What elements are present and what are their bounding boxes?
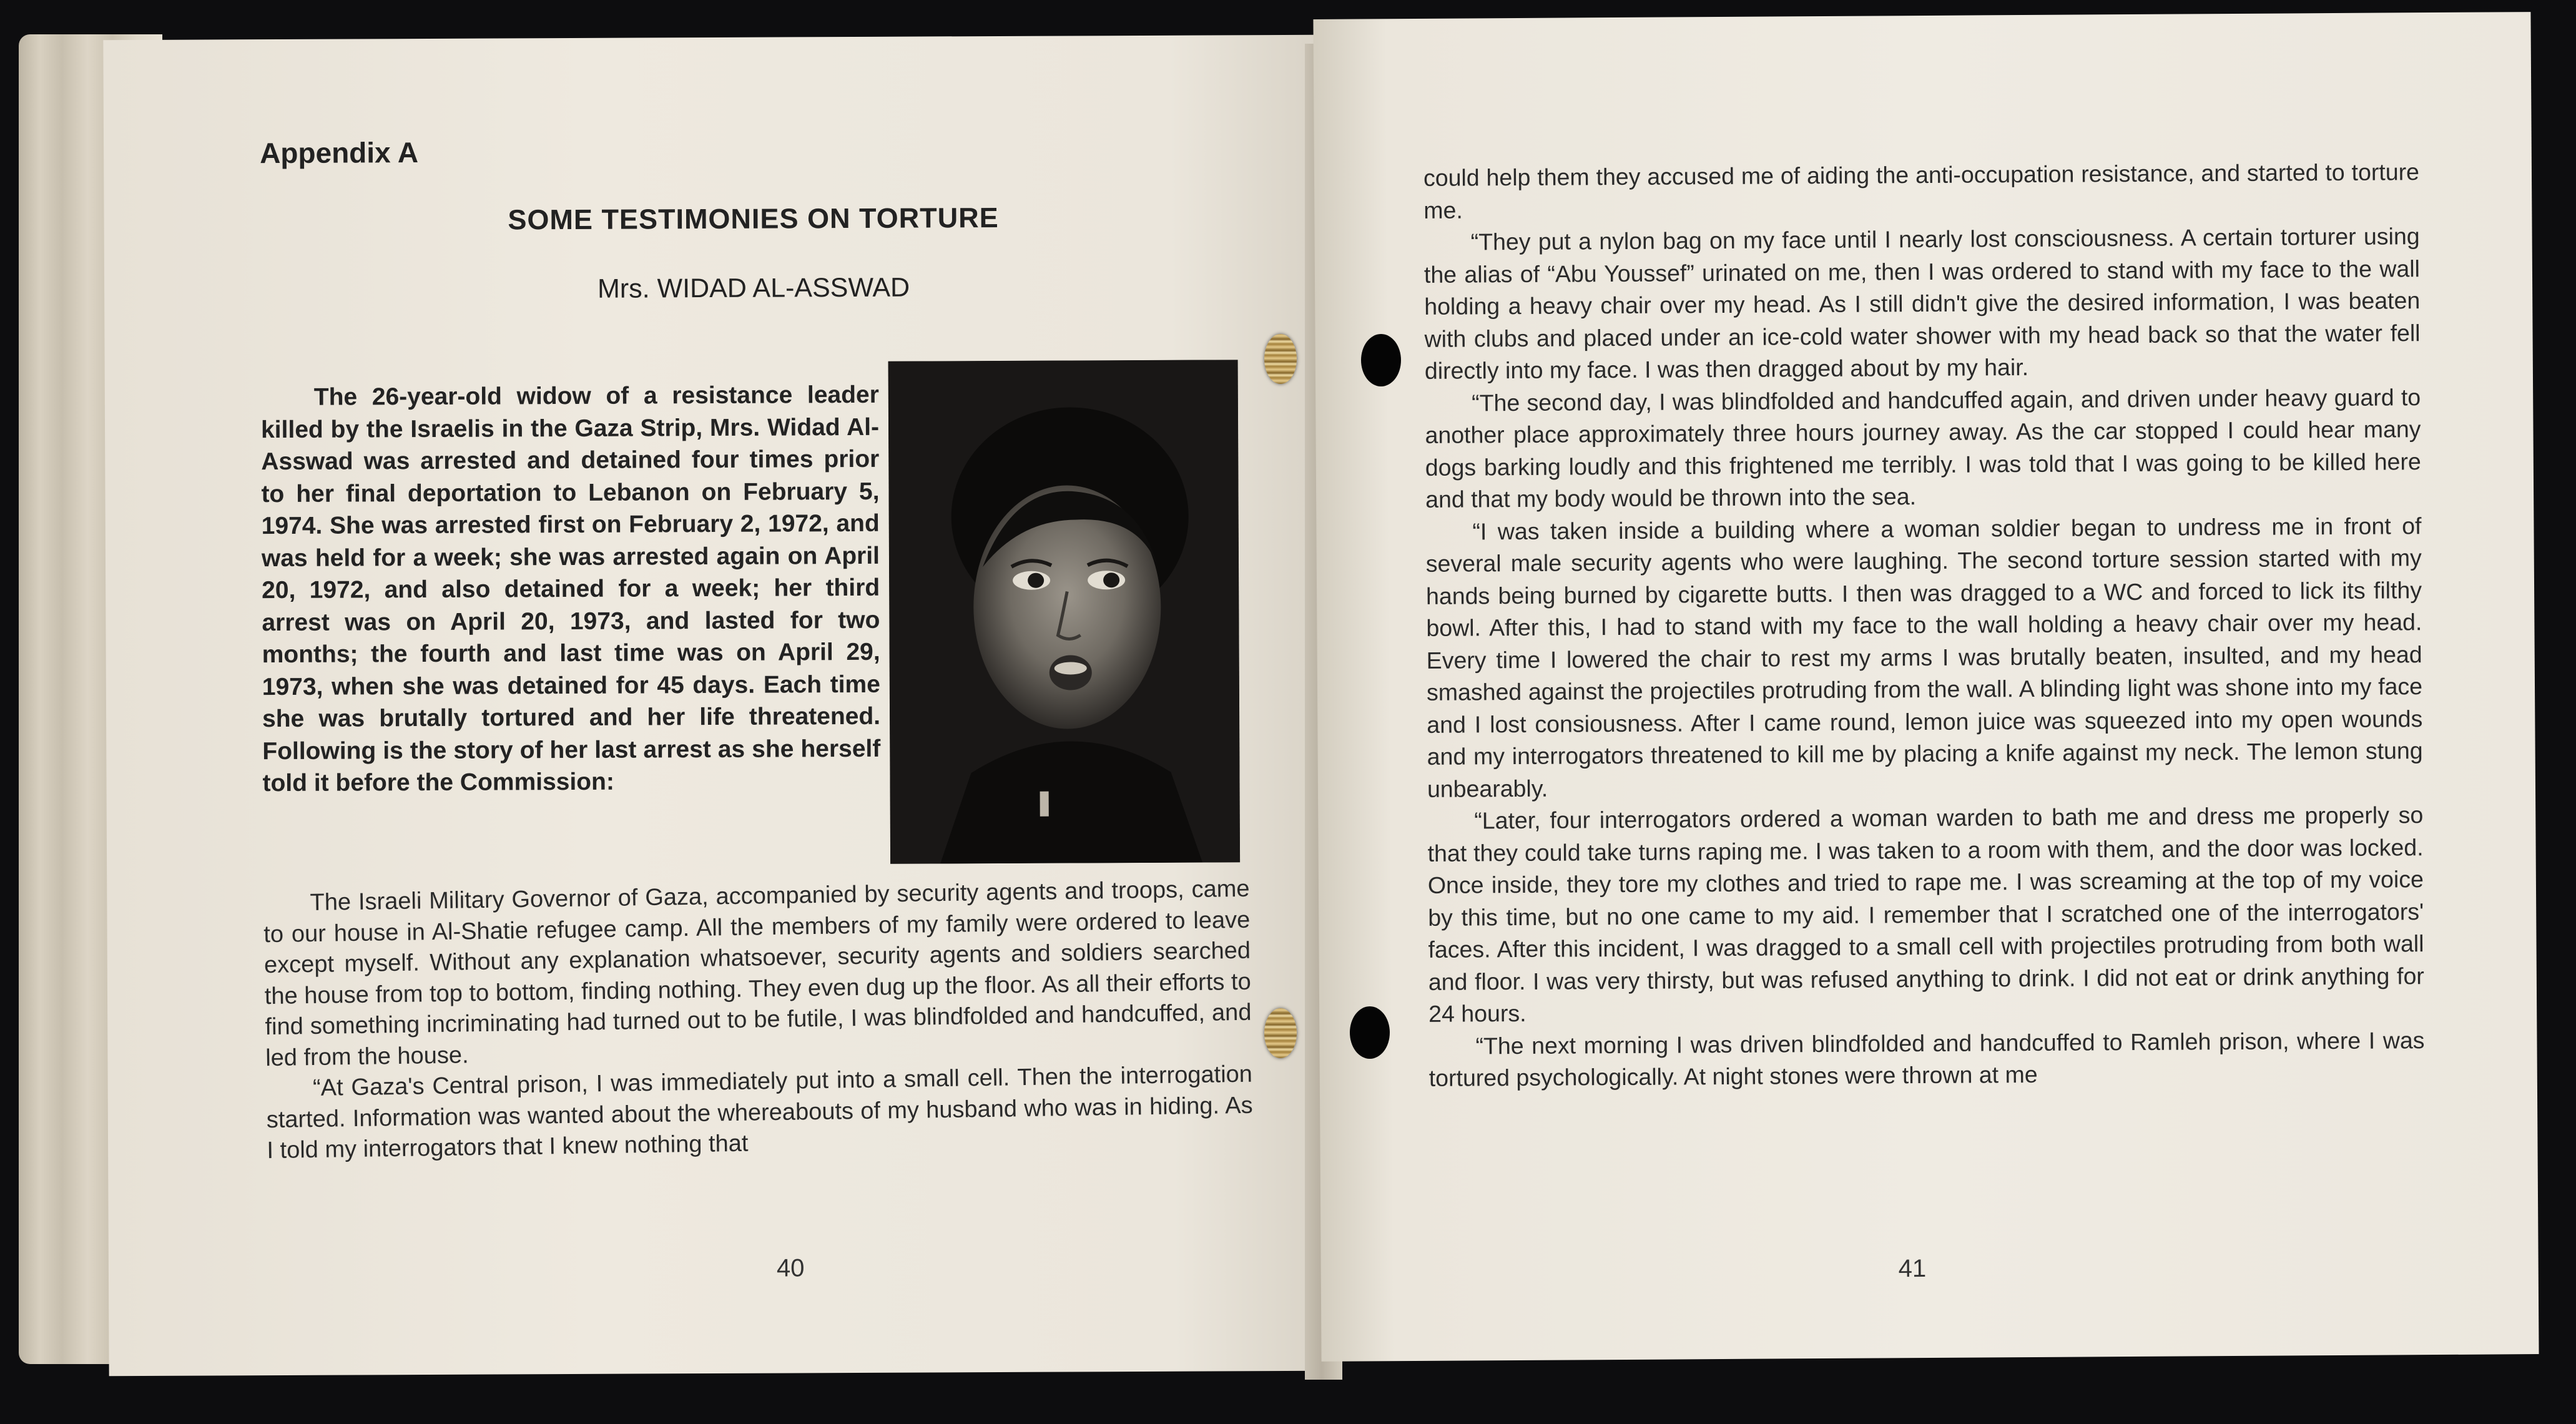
left-page bbox=[103, 35, 1320, 1376]
binding-ring-top bbox=[1264, 334, 1297, 384]
right-paragraph-2: “The second day, I was blindfolded and handcuffed again, and driven under heavy guard to another place approximately three hours journey away. As the car stopped I could hear many dogs barking loudly and this frightened me terribly. I was told that I was going to be killed here and that my body would be thrown into the sea. bbox=[1425, 383, 2421, 513]
intro-paragraph bbox=[261, 379, 881, 800]
binding-ring-bottom bbox=[1264, 1008, 1297, 1058]
portrait-illustration bbox=[888, 360, 1241, 863]
punch-hole-bottom bbox=[1350, 1006, 1390, 1059]
page-number-right: 41 bbox=[1898, 1255, 1927, 1283]
right-paragraph-1: “They put a nylon bag on my face until I nearly lost consciousness. A certain torturer using the alias of “Abu Youssef” urinated on me, then I was ordered to stand with my face to the wall holding a heavy chair over my head. As I still didn't give the desired information, I was beaten with clubs and placed under an ice-cold water shower with my head back so that the water fell directly into my face. I was then dragged about by my hair. bbox=[1423, 223, 2421, 384]
left-paragraph-1: The Israeli Military Governor of Gaza, accompanied by security agents and troops, came to our house in Al-Shatie refugee camp. All the members of my family were ordered to leave except myself. Without any explanation whatsoever, security agents and soldiers searched the house from top to bottom, finding nothing. They even dug up the floor. As all their efforts to find something incriminating had turned out to be futile, I was blindfolded and handcuffed, and led from the house. bbox=[263, 875, 1252, 1071]
right-continuation: could help them they accused me of aiding the anti-occupation resistance, and started to torture me. bbox=[1423, 159, 2420, 223]
portrait-photo bbox=[888, 360, 1241, 863]
right-paragraph-3: “I was taken inside a building where a woman soldier began to undress me in front of several male security agents who were laughing. The second torture session started with my hands being burned by cigarette butts. I then was dragged to a WC and forced to lick its filthy bowl. After this, I had to stand with my face to the wall holding a heavy chair over my head. Every time I lowered the chair to rest my arms I was brutally beaten, insulted, and my head smashed against the projectiles protruding from the wall. A blinding light was shone into my face and I lost consiousness. After I came round, lemon juice was squeezed into my open wounds and my interrogators threatened to kill me by placing a knife against my neck. The lemon stung unbearably. bbox=[1425, 512, 2423, 802]
right-page bbox=[1313, 12, 2539, 1362]
left-body-text bbox=[263, 874, 1253, 1167]
punch-hole-top bbox=[1361, 334, 1401, 386]
right-body-text bbox=[1423, 156, 2425, 1094]
intro-text: The 26-year-old widow of a resistance leader killed by the Israelis in the Gaza Strip, Mrs. Widad Al-Asswad was arrested and detained four times prior to her final deportation to Lebanon on February 5, 1974. She was arrested first on February 2, 1972, and was held for a week; she was arrested again on April 20, 1972, and also detained for a week; her third arrest was on April 20, 1973, and lasted for two months; the fourth and last time was on April 29, 1973, when she was detained for 45 days. Each time she was brutally tortured and her life threatened. Following is the story of her last arrest as she herself told it before the Commission: bbox=[260, 381, 881, 797]
section-title: SOME TESTIMONIES ON TORTURE bbox=[508, 201, 999, 236]
right-paragraph-4: “Later, four interrogators ordered a woman warden to bath me and dress me properly so that they could take turns raping me. I was taken to a room with them, and the door was locked. Once inside, they tore my clothes and tried to rape me. I was screaming at the top of my voice by this time, but no one came to my aid. I remember that I scratched one of the interrogators' faces. After this incident, I was dragged to a small cell with projectiles protruding from both wall and floor. I was very thirsty, but was refused anything to drink. I did not eat or drink anything for 24 hours. bbox=[1427, 802, 2424, 1027]
right-paragraph-5: “The next morning I was driven blindfolded and handcuffed to Ramleh prison, where I was tortured psychologically. At night stones were thrown at me bbox=[1428, 1026, 2425, 1091]
left-paragraph-2: “At Gaza's Central prison, I was immediately put into a small cell. Then the interrogation started. Information was wanted about the whereabouts of my husband who was in hiding. As I told my interrogators that I knew nothing that bbox=[266, 1061, 1253, 1164]
page-number-left: 40 bbox=[776, 1254, 805, 1282]
section-subtitle: Mrs. WIDAD AL-ASSWAD bbox=[597, 272, 910, 304]
appendix-label: Appendix A bbox=[260, 136, 419, 170]
